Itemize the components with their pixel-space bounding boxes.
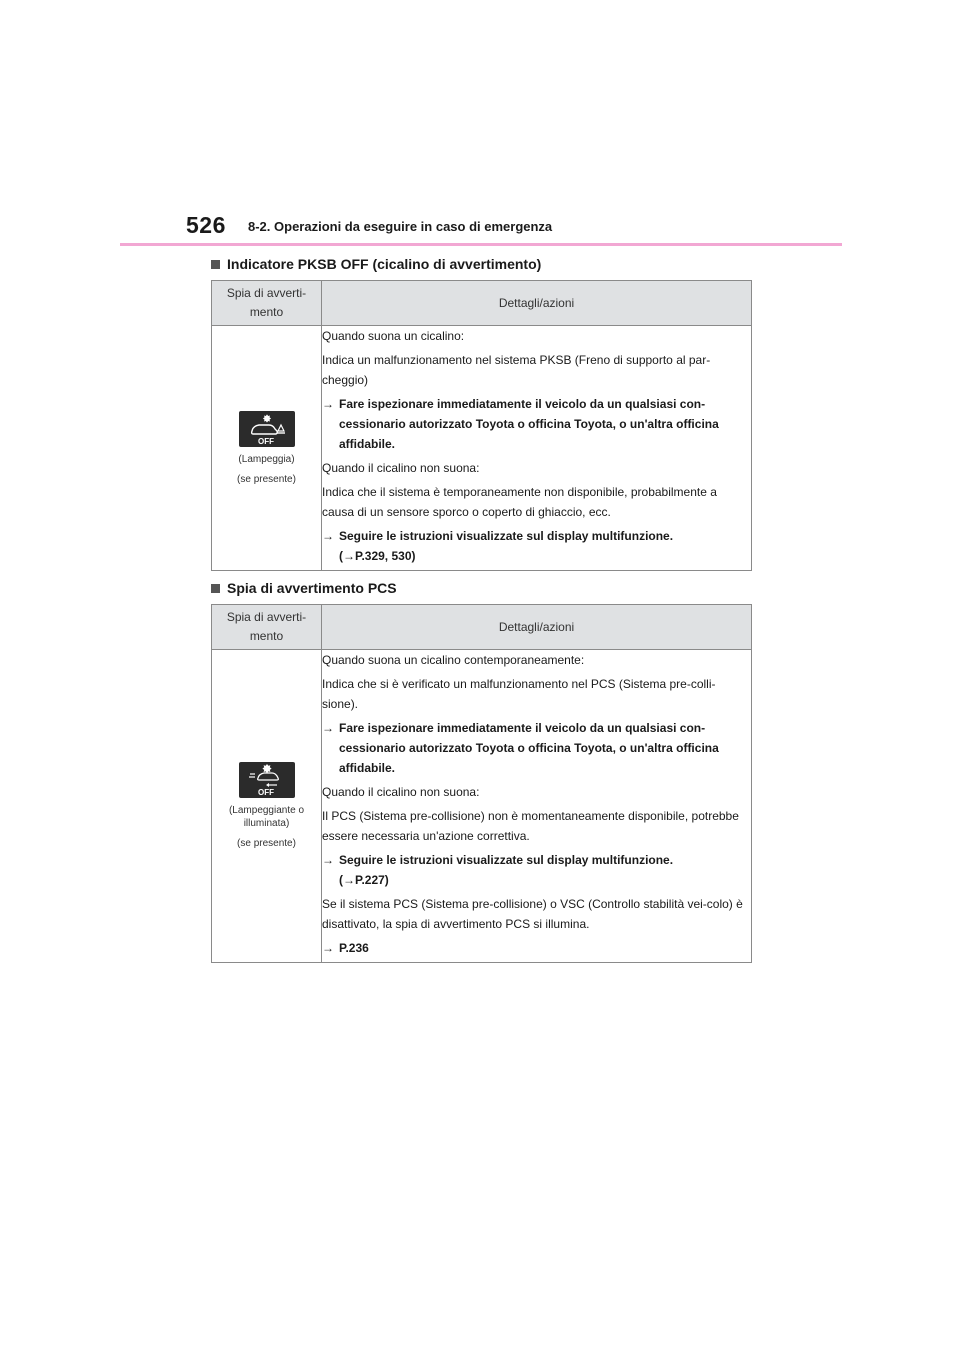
pksb-line-5: Indica che il sistema è temporaneamente non disponibile, probabilmente a causa di un sensore sporco o coperto di ghiaccio, ecc. xyxy=(322,485,717,519)
pksb-col-light xyxy=(212,281,322,326)
pksb-col-light-label: Spia di avverti- mento xyxy=(226,286,307,319)
pksb-page-ref[interactable]: (→P.329, 530) xyxy=(339,549,416,563)
pksb-icon-cell xyxy=(212,326,322,571)
pksb-heading xyxy=(211,256,541,272)
pcs-line-4: Quando il cicalino non suona: xyxy=(322,785,480,799)
pcs-icon-label: OFF xyxy=(257,788,274,797)
pksb-action-1-text: Fare ispezionare immediatamente il veicolo da un qualsiasi con-cessionario autorizzato Toyota o officina Toyota, o un'altra officina affidabile. xyxy=(339,397,719,451)
pksb-table-header-row xyxy=(212,281,752,326)
pcs-col-light xyxy=(212,605,322,650)
pcs-page-ref[interactable]: (→P.227) xyxy=(339,873,389,887)
pcs-action-2-text: Seguire le istruzioni visualizzate sul display multifunzione. xyxy=(339,853,674,867)
square-bullet-icon xyxy=(211,260,220,269)
pcs-line-5: Il PCS (Sistema pre-collisione) non è momentaneamente disponibile, potrebbe essere necessaria un'azione correttiva. xyxy=(322,809,739,843)
pksb-col-details-label: Dettagli/azioni xyxy=(498,295,575,310)
pcs-icon-caption-optional: (se presente) xyxy=(237,838,296,849)
pcs-col-details xyxy=(322,605,752,650)
arrow-icon: → xyxy=(322,721,334,735)
pcs-icon-caption-flash: (Lampeggiante o illuminata) xyxy=(228,805,305,829)
pcs-line-7: Se il sistema PCS (Sistema pre-collisione) o VSC (Controllo stabilità vei-colo) è disattivato, la spia di avvertimento PCS si illumina. xyxy=(322,897,743,931)
arrow-icon: → xyxy=(322,397,334,411)
pcs-line-1: Quando suona un cicalino contemporaneamente: xyxy=(322,653,585,667)
pksb-icon-label: OFF xyxy=(257,436,274,446)
arrow-icon: → xyxy=(322,941,334,955)
pcs-heading-text: Spia di avvertimento PCS xyxy=(227,580,397,596)
pksb-details-cell xyxy=(322,326,752,571)
pksb-line-4: Quando il cicalino non suona: xyxy=(322,461,480,475)
arrow-icon: → xyxy=(322,853,334,867)
pcs-action-3 xyxy=(322,938,751,958)
pcs-icon-cell xyxy=(212,650,322,963)
pksb-col-details xyxy=(322,281,752,326)
pcs-action-2 xyxy=(322,850,751,890)
arrow-icon: → xyxy=(322,529,334,543)
pksb-line-2: Indica un malfunzionamento nel sistema PKSB (Freno di supporto al par-cheggio) xyxy=(322,353,711,387)
pcs-table-row xyxy=(212,650,752,963)
pcs-details-cell xyxy=(322,650,752,963)
section-title: 8-2. Operazioni da eseguire in caso di emergenza xyxy=(248,219,553,234)
pksb-heading-text: Indicatore PKSB OFF (cicalino di avvertimento) xyxy=(227,256,542,272)
page-number: 526 xyxy=(186,212,226,238)
pksb-action-2-text: Seguire le istruzioni visualizzate sul display multifunzione. xyxy=(339,529,674,543)
pcs-action-1 xyxy=(322,718,751,778)
square-bullet-icon xyxy=(211,584,220,593)
header-rule xyxy=(120,243,842,246)
pksb-icon-caption-flash: (Lampeggia) xyxy=(238,453,295,465)
pcs-col-light-label: Spia di avverti- mento xyxy=(226,610,307,643)
pcs-table xyxy=(211,604,752,963)
pcs-off-warning-light-icon xyxy=(239,762,295,798)
pksb-off-warning-light-icon xyxy=(239,411,295,447)
pcs-page-ref-2[interactable]: P.236 xyxy=(339,941,369,955)
pksb-action-1 xyxy=(322,394,751,454)
pksb-icon-caption-optional: (se presente) xyxy=(237,473,296,485)
pksb-action-2 xyxy=(322,526,751,566)
pksb-table-row xyxy=(212,326,752,571)
pcs-heading xyxy=(211,580,397,596)
pcs-table-header-row xyxy=(212,605,752,650)
pcs-line-2: Indica che si è verificato un malfunzionamento nel PCS (Sistema pre-colli-sione). xyxy=(322,677,716,711)
pksb-table xyxy=(211,280,752,571)
pcs-col-details-label: Dettagli/azioni xyxy=(498,619,575,634)
pksb-line-1: Quando suona un cicalino: xyxy=(322,329,465,343)
pcs-action-1-text: Fare ispezionare immediatamente il veicolo da un qualsiasi con-cessionario autorizzato Toyota o officina Toyota, o un'altra officina affidabile. xyxy=(339,721,719,775)
